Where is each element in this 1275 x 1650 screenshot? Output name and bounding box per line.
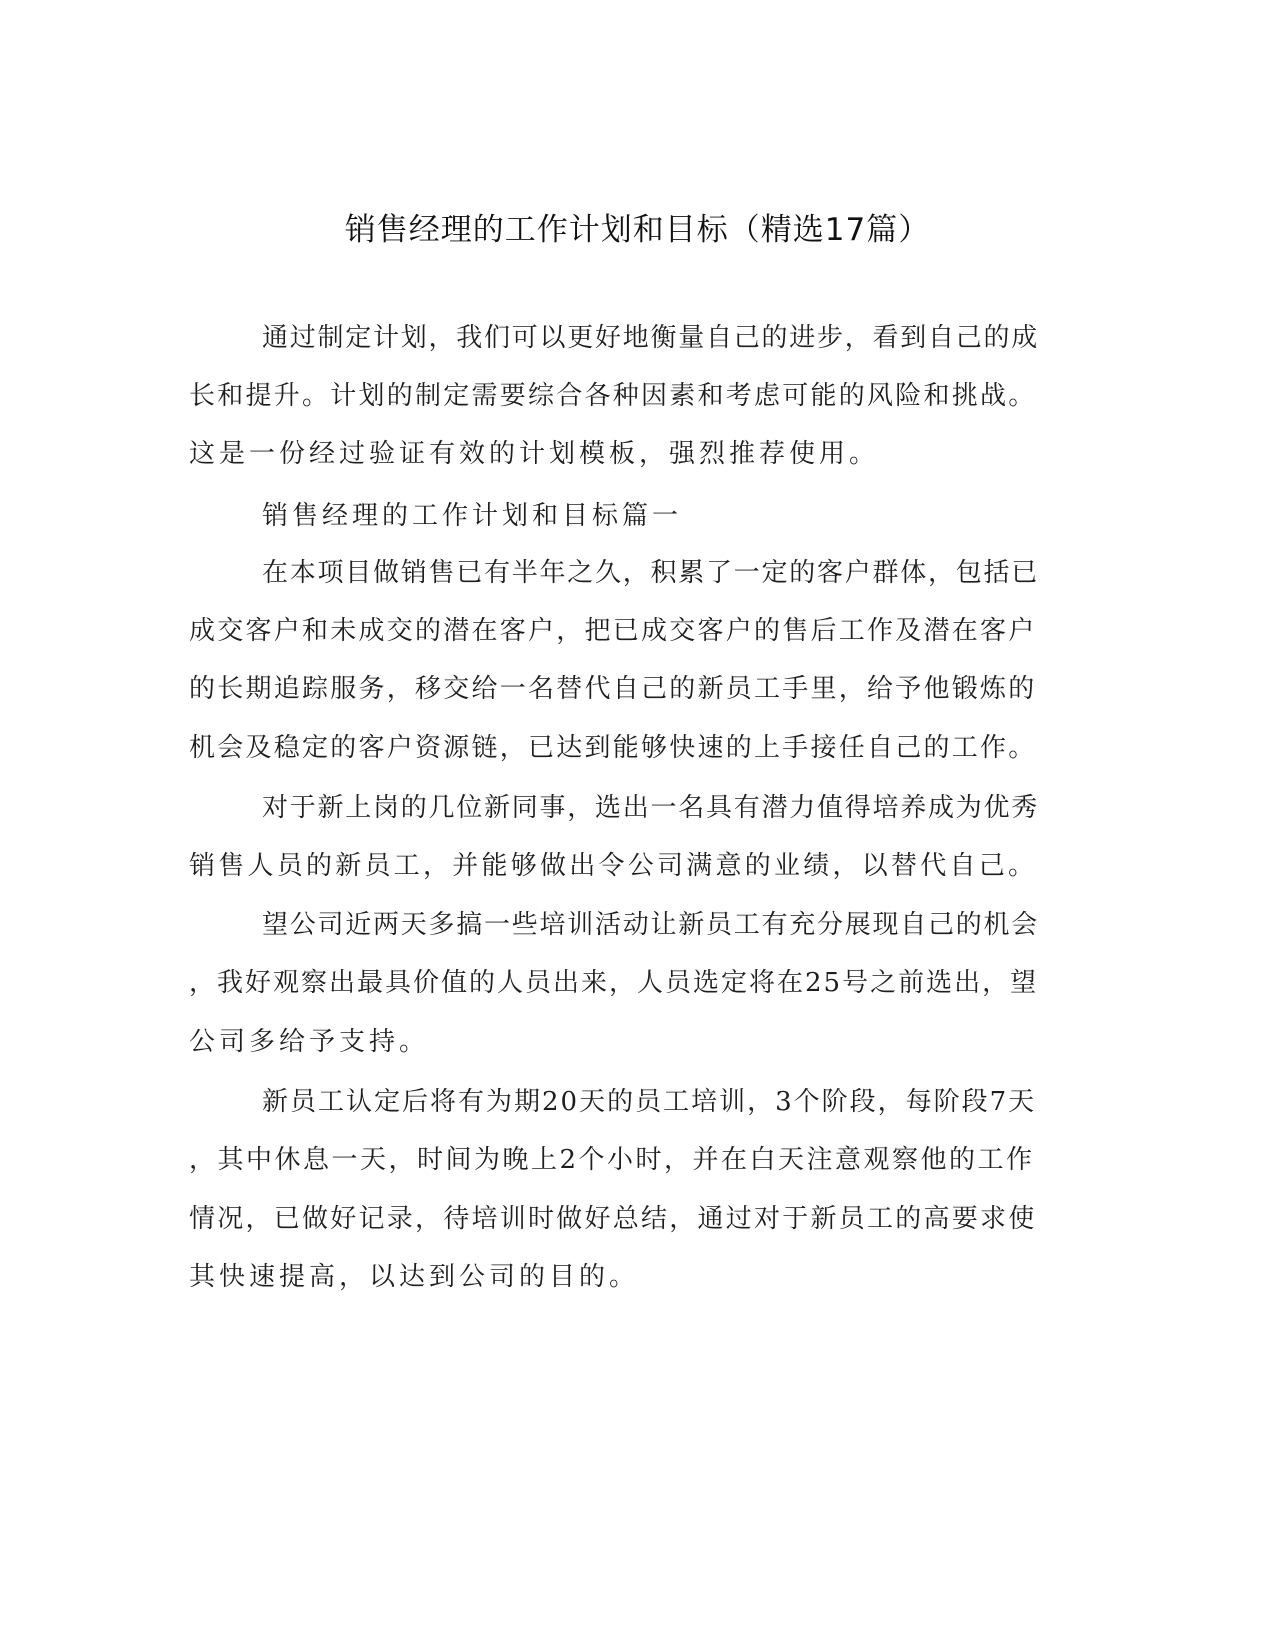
paragraph-line: 公司多给予支持。: [189, 1027, 430, 1057]
paragraph-line: 新员工认定后将有为期20天的员工培训，3个阶段，每阶段7天: [262, 1087, 1037, 1117]
paragraph-line: 长和提升。计划的制定需要综合各种因素和考虑可能的风险和挑战。: [189, 381, 1037, 411]
paragraph-line: 通过制定计划，我们可以更好地衡量自己的进步，看到自己的成: [262, 323, 1040, 353]
paragraph-line: 对于新上岗的几位新同事，选出一名具有潜力值得培养成为优秀: [262, 793, 1040, 823]
paragraph-line: ，其中休息一天，时间为晚上2个小时，并在白天注意观察他的工作: [189, 1145, 1035, 1175]
paragraph-line: 情况，已做好记录，待培训时做好总结，通过对于新员工的高要求使: [189, 1204, 1037, 1234]
section-heading: 销售经理的工作计划和目标篇一: [262, 501, 683, 531]
paragraph-line: 销售人员的新员工，并能够做出令公司满意的业绩，以替代自己。: [189, 851, 1038, 881]
paragraph-line: 的长期追踪服务，移交给一名替代自己的新员工手里，给予他锻炼的: [189, 674, 1037, 704]
paragraph-line: 这是一份经过验证有效的计划模板，强烈推荐使用。: [189, 439, 880, 469]
document-title: 销售经理的工作计划和目标（精选17篇）: [344, 212, 931, 248]
paragraph-line: 在本项目做销售已有半年之久，积累了一定的客户群体，包括已: [262, 558, 1040, 588]
paragraph-line: ，我好观察出最具价值的人员出来，人员选定将在25号之前选出，望: [189, 968, 1039, 998]
paragraph-line: 其快速提高，以达到公司的目的。: [189, 1262, 640, 1292]
paragraph-line: 机会及稳定的客户资源链，已达到能够快速的上手接任自己的工作。: [189, 733, 1037, 763]
paragraph-line: 成交客户和未成交的潜在客户，把已成交客户的售后工作及潜在客户: [189, 616, 1037, 646]
paragraph-line: 望公司近两天多搞一些培训活动让新员工有充分展现自己的机会: [262, 910, 1040, 940]
